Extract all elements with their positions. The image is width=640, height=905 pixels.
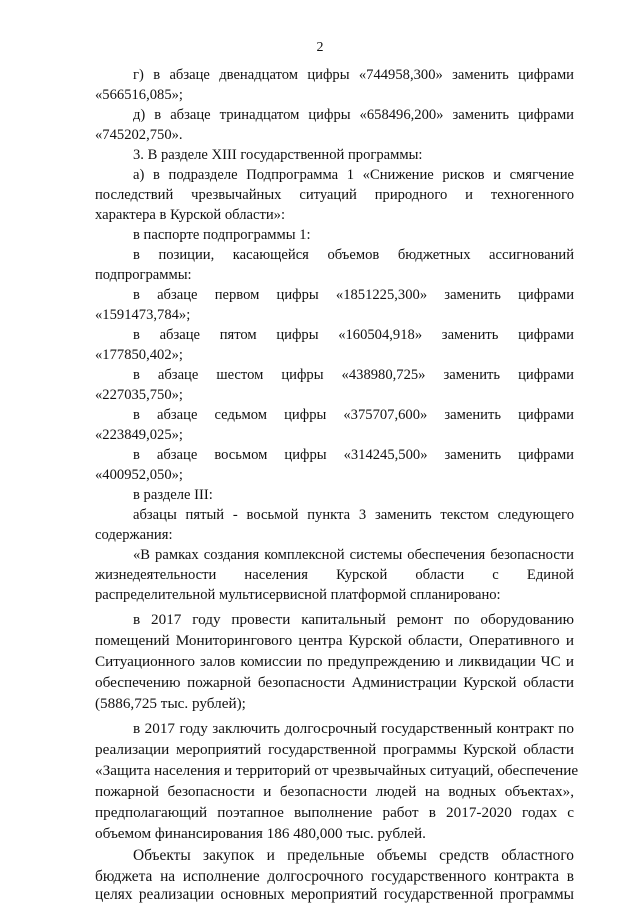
text-line: «223849,025»; (95, 427, 183, 443)
text-line: Ситуационного залов комиссии по предупреждению и ликвидации ЧС и (95, 653, 574, 670)
text-line: г) в абзаце двенадцатом цифры «744958,300» заменить цифрами (133, 67, 574, 83)
text-line: подпрограммы: (95, 267, 192, 283)
text-line: в абзаце первом цифры «1851225,300» заменить цифрами (133, 287, 574, 303)
text-line: абзацы пятый - восьмой пункта 3 заменить текстом следующего (133, 507, 574, 523)
text-line: в 2017 году заключить долгосрочный государственный контракт по (133, 720, 574, 737)
text-line: а) в подразделе Подпрограмма 1 «Снижение рисков и смягчение (133, 167, 574, 183)
text-line: «745202,750». (95, 127, 183, 143)
text-line: характера в Курской области»: (95, 207, 286, 223)
text-line: (5886,725 тыс. рублей); (95, 695, 246, 712)
text-line: Объекты закупок и предельные объемы средств областного (133, 847, 574, 864)
text-line: в позиции, касающейся объемов бюджетных ассигнований (133, 247, 574, 263)
text-line: в абзаце восьмом цифры «314245,500» заменить цифрами (133, 447, 574, 463)
text-line: бюджета на исполнение долгосрочного государственного контракта в (95, 868, 574, 885)
text-line: реализации мероприятий государственной программы Курской области (95, 741, 574, 758)
text-line: жизнедеятельности населения Курской области с Единой (95, 567, 574, 583)
text-line: пожарной безопасности и безопасности людей на водных объектах», (95, 783, 574, 800)
text-line: обеспечению пожарной безопасности Администрации Курской области (95, 674, 574, 691)
text-line: в разделе III: (133, 487, 213, 503)
text-line: «В рамках создания комплексной системы обеспечения безопасности (133, 547, 574, 563)
text-line: в абзаце шестом цифры «438980,725» заменить цифрами (133, 367, 574, 383)
text-line: в паспорте подпрограммы 1: (133, 227, 311, 243)
text-line: в 2017 году провести капитальный ремонт по оборудованию (133, 611, 574, 628)
text-line: д) в абзаце тринадцатом цифры «658496,200» заменить цифрами (133, 107, 574, 123)
text-line: помещений Мониторингового центра Курской области, Оперативного и (95, 632, 574, 649)
text-line: целях реализации основных мероприятий государственной программы (95, 886, 574, 903)
text-line: предполагающий поэтапное выполнение работ в 2017-2020 годах с (95, 804, 574, 821)
text-line: объемом финансирования 186 480,000 тыс. рублей. (95, 825, 426, 842)
text-line: «Защита населения и территорий от чрезвычайных ситуаций, обеспечение (95, 762, 579, 779)
text-line: «566516,085»; (95, 87, 183, 103)
text-line: «400952,050»; (95, 467, 183, 483)
text-line: «227035,750»; (95, 387, 183, 403)
text-line: 3. В разделе XIII государственной программы: (133, 147, 423, 163)
text-line: в абзаце седьмом цифры «375707,600» заменить цифрами (133, 407, 574, 423)
text-line: «177850,402»; (95, 347, 183, 363)
text-line: в абзаце пятом цифры «160504,918» заменить цифрами (133, 327, 574, 343)
text-line: содержания: (95, 527, 173, 543)
text-line: последствий чрезвычайных ситуаций природного и техногенного (95, 187, 574, 203)
page-number: 2 (316, 40, 324, 55)
text-line: распределительной мультисервисной платформой спланировано: (95, 587, 501, 603)
text-line: «1591473,784»; (95, 307, 191, 323)
